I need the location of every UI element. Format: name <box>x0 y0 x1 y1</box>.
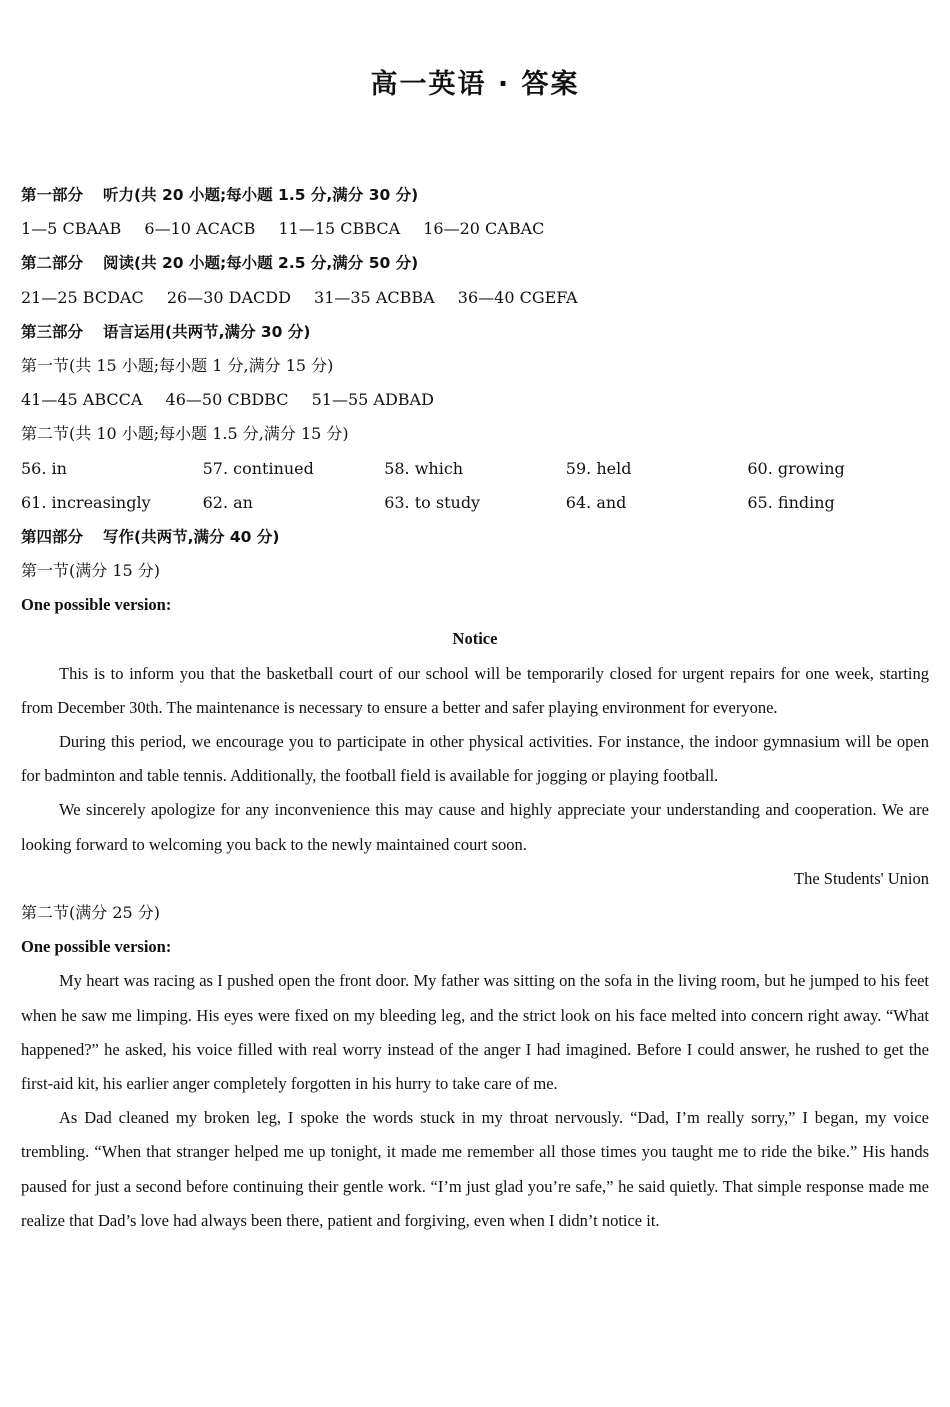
cloze-answer: 61. increasingly <box>21 492 151 512</box>
notice-paragraph: During this period, we encourage you to participate in other physical activities. For instance, the indoor gymnasium will be open for badminton and table tennis. Additionally, the football field is available for jogging or playing football. <box>21 732 929 786</box>
cloze-answer: 60. growing <box>747 458 845 478</box>
cloze-answer-row <box>21 486 929 520</box>
part4-section2-label: 第二节(满分 25 分) <box>21 903 161 923</box>
part4-section1-label: 第一节(满分 15 分) <box>21 561 161 581</box>
part2-answers <box>21 281 929 315</box>
story-paragraph: As Dad cleaned my broken leg, I spoke the words stuck in my throat nervously. “Dad, I’m really sorry,” I began, my voice trembling. “When that stranger helped me up tonight, it made me remember all those times you taught me to ride the bike.” His hands paused for just a second before continuing their gentle work. “I’m just glad you’re safe,” he said quietly. That simple response made me realize that Dad’s love had always been there, patient and forgiving, even when I didn’t notice it. <box>21 1108 929 1230</box>
part3-heading-label: 语言运用(共两节,满分 30 分) <box>103 322 311 341</box>
cloze-answer: 63. to study <box>384 492 481 512</box>
cloze-answer: 64. and <box>565 492 627 512</box>
answer-group: 26—30 DACDD <box>166 287 291 307</box>
part2-heading <box>21 246 929 280</box>
cloze-answer: 62. an <box>202 492 253 512</box>
version-label: One possible version: <box>21 937 172 957</box>
part4-heading-number: 第四部分 <box>21 527 84 546</box>
cloze-answer: 65. finding <box>747 492 835 512</box>
page-title: 高一英语 · 答案 <box>370 69 580 100</box>
notice-title: Notice <box>452 629 498 649</box>
part3-section1-label: 第一节(共 15 小题;每小题 1 分,满分 15 分) <box>21 355 334 375</box>
notice-paragraph: We sincerely apologize for any inconvenience this may cause and highly appreciate your understanding and cooperation. We are looking forward to welcoming you back to the newly maintained court soon. <box>21 800 929 854</box>
answer-group: 11—15 CBBCA <box>278 219 401 239</box>
cloze-answer: 57. continued <box>202 458 314 478</box>
part3-section2-label: 第二节(共 10 小题;每小题 1.5 分,满分 15 分) <box>21 424 349 444</box>
answer-group: 6—10 ACACB <box>144 219 256 239</box>
answer-group: 21—25 BCDAC <box>21 287 144 307</box>
part1-heading-number: 第一部分 <box>21 186 84 204</box>
cloze-answer: 56. in <box>21 458 67 478</box>
answer-group: 31—35 ACBBA <box>314 287 435 307</box>
part3-heading-number: 第三部分 <box>21 322 84 341</box>
part3-section1-answers <box>21 383 929 417</box>
notice-signature: The Students' Union <box>794 868 929 888</box>
part2-heading-label: 阅读(共 20 小题;每小题 2.5 分,满分 50 分) <box>103 254 419 273</box>
story-paragraph: My heart was racing as I pushed open the front door. My father was sitting on the sofa in the living room, but he jumped to his feet when he saw me limping. His eyes were fixed on my bleeding leg, and the strict look on his face melted into concern right away. “What happened?” he asked, his voice filled with real worry instead of the anger I had imagined. Before I could answer, he rushed to get the first-aid kit, his earlier anger completely forgotten in his hurry to take care of me. <box>21 971 929 1094</box>
version-label: One possible version: <box>21 595 172 615</box>
cloze-answer-row <box>21 452 929 486</box>
part2-heading-number: 第二部分 <box>21 254 84 273</box>
answer-content <box>21 178 929 1238</box>
answer-group: 51—55 ADBAD <box>311 390 434 410</box>
notice-paragraph: This is to inform you that the basketball court of our school will be temporarily closed for urgent repairs for one week, starting from December 30th. The maintenance is necessary to ensure a better and safer playing environment for everyone. <box>21 663 929 717</box>
part4-heading-label: 写作(共两节,满分 40 分) <box>103 527 280 546</box>
cloze-answer: 59. held <box>565 458 632 478</box>
part3-heading <box>21 315 929 349</box>
answer-group: 16—20 CABAC <box>423 219 545 239</box>
part1-answers <box>21 212 929 246</box>
answer-group: 41—45 ABCCA <box>21 390 143 410</box>
part4-heading <box>21 520 929 554</box>
answer-group: 46—50 CBDBC <box>165 390 289 410</box>
part1-heading-label: 听力(共 20 小题;每小题 1.5 分,满分 30 分) <box>103 186 419 204</box>
part1-heading <box>21 178 929 212</box>
answer-group: 1—5 CBAAB <box>21 219 122 239</box>
cloze-answer: 58. which <box>384 458 464 478</box>
answer-group: 36—40 CGEFA <box>457 287 578 307</box>
